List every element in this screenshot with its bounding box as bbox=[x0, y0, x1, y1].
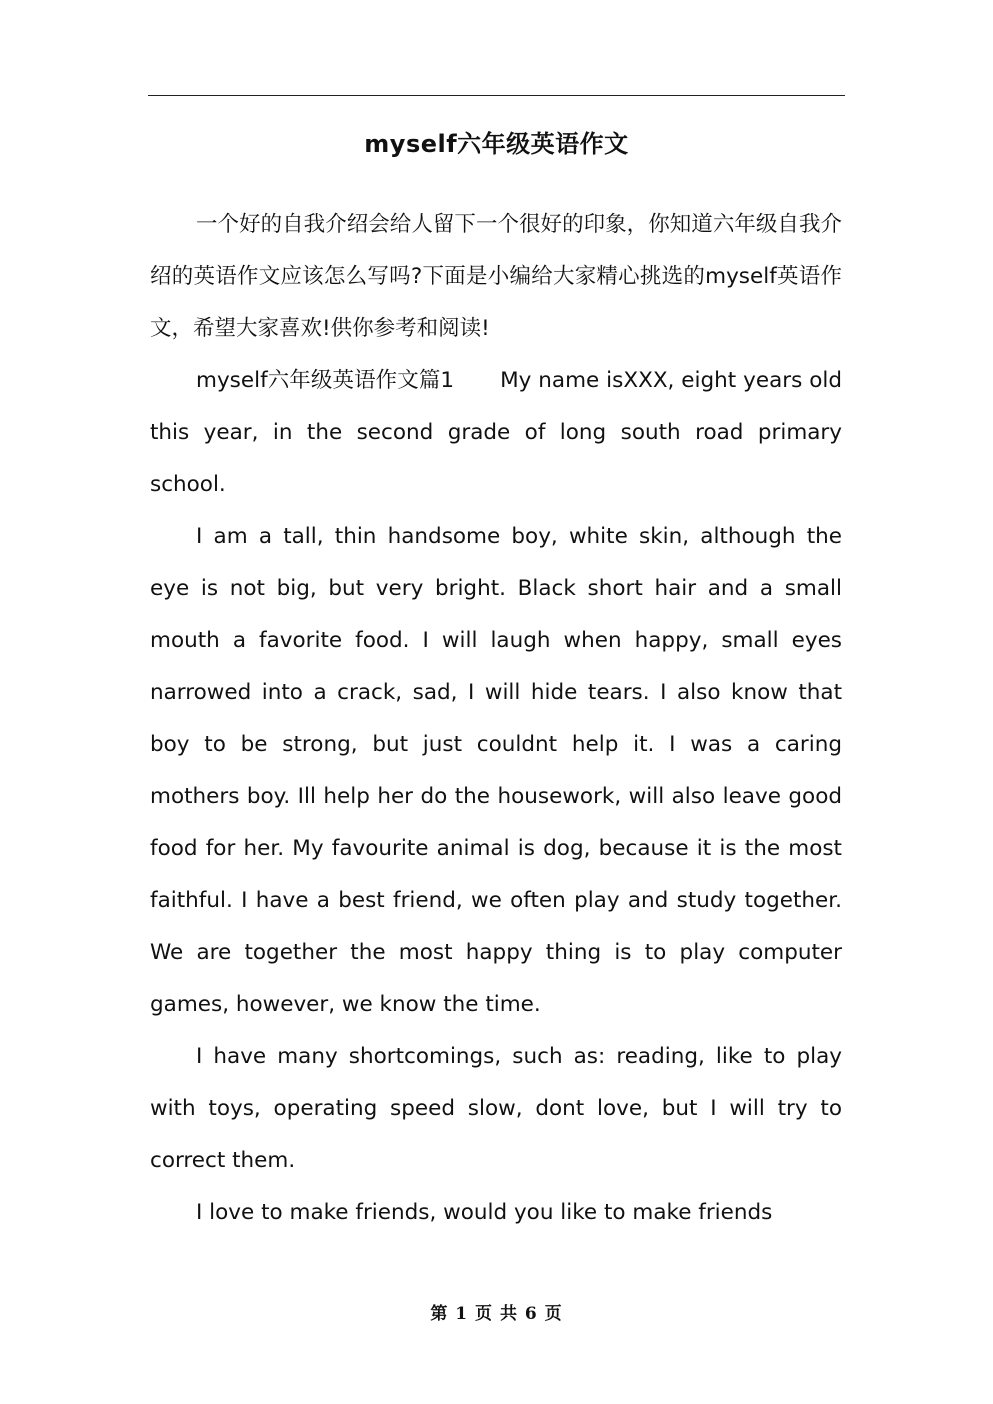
page-number: 第 1 页 共 6 页 bbox=[430, 1304, 563, 1324]
intro-paragraph: 一个好的自我介绍会给人留下一个很好的印象，你知道六年级自我介绍的英语作文应该怎么写吗?下面是小编给大家精心挑选的myself英语作文，希望大家喜欢!供你参考和阅读! bbox=[150, 212, 842, 341]
description-paragraph: I am a tall, thin handsome boy, white skin, although the eye is not big, but very bright. Black short hair and a small mouth a favorite food. I will laugh when happy, small eyes narrowed into a crack, sad, I will hide tears. I also know that boy to be strong, but just couldnt help it. I was a caring mothers boy. Ill help her do the housework, will also leave good food for her. My favourite animal is dog, because it is the most faithful. I have a best friend, we often play and study together. We are together the most happy thing is to play computer games, however, we know the time. bbox=[150, 524, 842, 1017]
document-body bbox=[150, 199, 842, 1239]
essay-1-opening-text: My name isXXX, eight years old this year, in the second grade of long south road primary school. bbox=[150, 368, 842, 497]
friends-paragraph: I love to make friends, would you like to make friends bbox=[196, 1200, 773, 1225]
essay-1-paragraph bbox=[150, 355, 842, 511]
page-title: myself六年级英语作文 bbox=[364, 130, 629, 158]
header-rule bbox=[148, 95, 845, 96]
shortcomings-paragraph: I have many shortcomings, such as: reading, like to play with toys, operating speed slow, dont love, but I will try to correct them. bbox=[150, 1044, 842, 1173]
essay-1-heading: myself六年级英语作文篇1 bbox=[196, 368, 455, 393]
